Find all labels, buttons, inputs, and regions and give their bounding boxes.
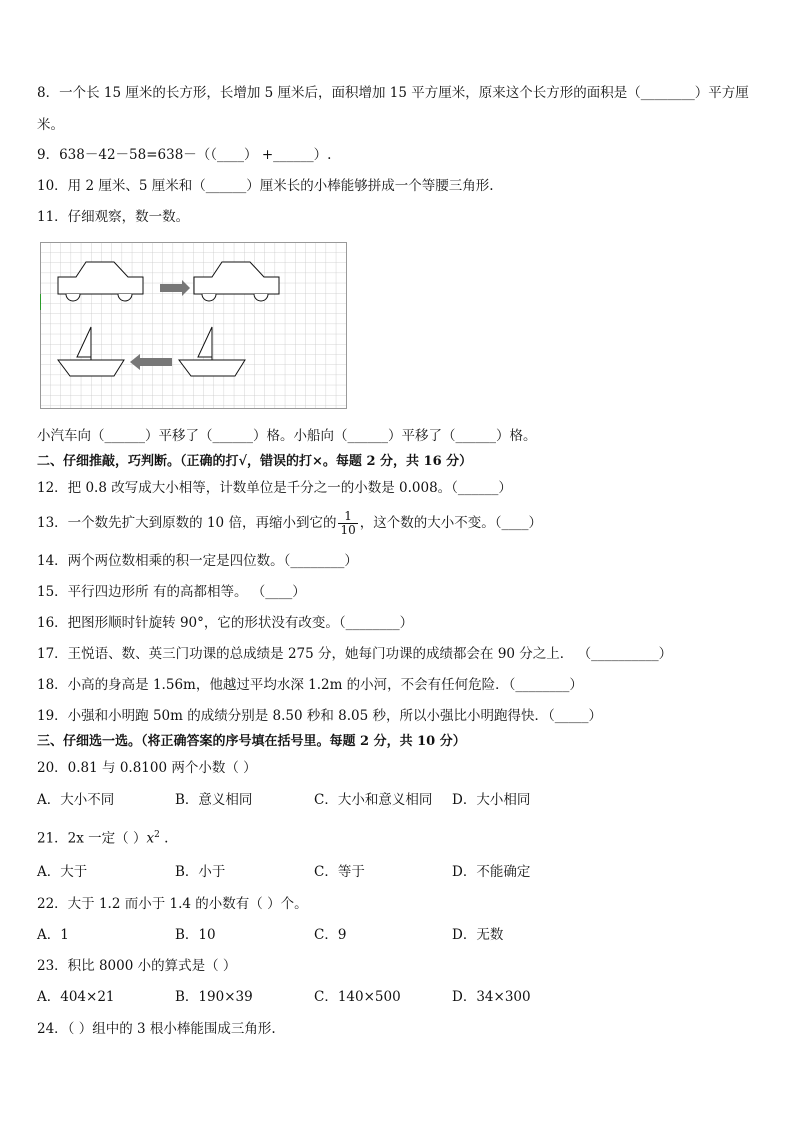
option-c: C．140×500 <box>314 989 401 1005</box>
fraction-denominator: 10 <box>340 523 356 537</box>
exponent: 2 <box>154 830 160 840</box>
question-11: 11．仔细观察，数一数。 <box>37 209 190 225</box>
question-14: 14．两个两位数相乘的积一定是四位数。（________） <box>37 553 358 569</box>
question-21-text: 21．2x 一定（ ） <box>37 830 147 847</box>
question-24: 24．（ ）组中的 3 根小棒能围成三角形. <box>37 1021 276 1037</box>
option-d: D．无数 <box>452 927 504 943</box>
question-12: 12．把 0.8 改写成大小相等，计数单位是千分之一的小数是 0.008。（______） <box>37 480 512 496</box>
question-13 <box>37 509 542 537</box>
section-2-heading: 二、仔细推敲，巧判断。（正确的打√，错误的打×。每题 2 分，共 16 分） <box>37 454 473 469</box>
question-22: 22．大于 1.2 而小于 1.4 的小数有（ ）个。 <box>37 896 308 912</box>
option-b: B．意义相同 <box>175 792 253 808</box>
option-a: A．大小不同 <box>37 792 115 808</box>
question-17: 17．王悦语、数、英三门功课的总成绩是 275 分，她每门功课的成绩都会在 90 分之上． （__________） <box>37 646 673 662</box>
question-13-text: 13．一个数先扩大到原数的 10 倍，再缩小到它的 <box>37 515 337 531</box>
option-b: B．小于 <box>175 864 226 880</box>
variable-x: x <box>146 830 155 847</box>
question-13-tail: ，这个数的大小不变。（____） <box>359 515 542 531</box>
question-15: 15．平行四边形所 有的高都相等。 （____） <box>37 584 306 600</box>
option-a: A．大于 <box>37 864 88 880</box>
option-b: B．190×39 <box>175 989 253 1005</box>
question-20: 20．0.81 与 0.8100 两个小数（ ） <box>37 760 257 776</box>
option-c: C．9 <box>314 927 347 943</box>
question-11-answer: 小汽车向（______）平移了（______）格。小船向（______）平移了（______）格。 <box>37 428 537 444</box>
question-21 <box>37 826 168 848</box>
option-b: B．10 <box>175 927 216 943</box>
question-16: 16．把图形顺时针旋转 90°，它的形状没有改变。（________） <box>37 615 414 631</box>
translation-grid-figure <box>40 242 347 409</box>
option-d: D．大小相同 <box>452 792 531 808</box>
fraction-numerator: 1 <box>338 510 357 524</box>
question-18: 18．小高的身高是 1.56m，他越过平均水深 1.2m 的小河，不会有任何危险．（________） <box>37 677 583 693</box>
option-c: C．大小和意义相同 <box>314 792 433 808</box>
option-a: A．1 <box>37 927 69 943</box>
fraction-one-tenth <box>338 510 357 537</box>
question-21-tail: . <box>159 830 169 847</box>
option-d: D．不能确定 <box>452 864 531 880</box>
question-19: 19．小强和小明跑 50m 的成绩分别是 8.50 秒和 8.05 秒，所以小强比小明跑得快．（_____） <box>37 708 603 724</box>
question-8: 8．一个长 15 厘米的长方形，长增加 5 厘米后，面积增加 15 平方厘米，原来这个长方形的面积是（________）平方厘 <box>37 85 749 101</box>
question-10: 10．用 2 厘米、5 厘米和（______）厘米长的小棒能够拼成一个等腰三角形. <box>37 178 494 194</box>
option-d: D．34×300 <box>452 989 531 1005</box>
option-a: A．404×21 <box>37 989 115 1005</box>
option-c: C．等于 <box>314 864 365 880</box>
question-23: 23．积比 8000 小的算式是（ ） <box>37 958 237 974</box>
question-8-continued: 米。 <box>37 117 64 133</box>
question-9: 9．638－42－58=638－（（____） +______）. <box>37 147 332 163</box>
section-3-heading: 三、仔细选一选。（将正确答案的序号填在括号里。每题 2 分，共 10 分） <box>37 734 466 749</box>
